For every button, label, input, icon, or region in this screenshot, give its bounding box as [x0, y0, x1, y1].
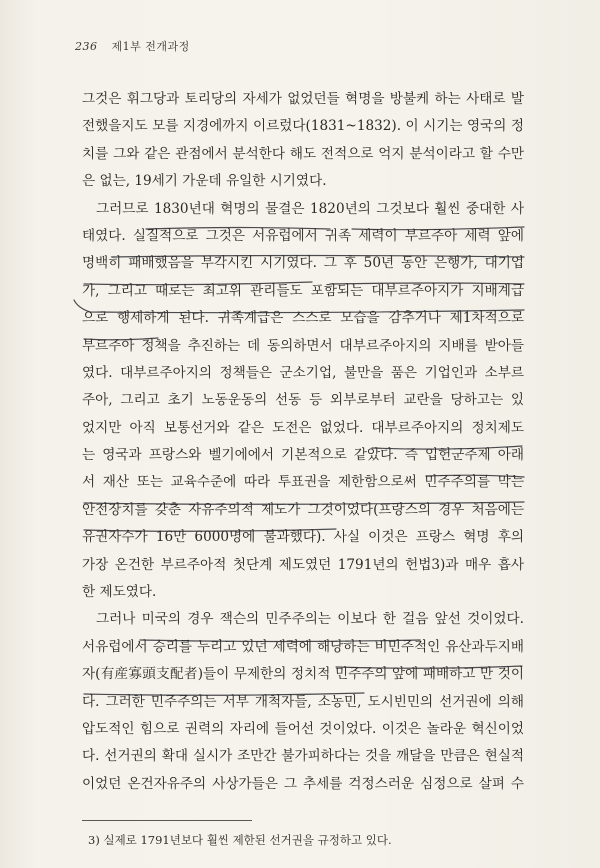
text-line: 그것은 휘그당과 토리당의 자세가 없었던들 혁명을 방불케 하는 사태로 발: [82, 91, 524, 107]
text-line: 그러나 미국의 경우 잭슨의 민주주의는 이보다 한 걸음 앞선 것이었다.: [96, 611, 524, 628]
text-line: 였다. 대부르주아지의 정책들은 군소기업, 불만을 품은 기업인과 소부르: [82, 364, 524, 381]
text-line: 가장 온건한 부르주아적 첫단계 제도였던 1791년의 헌법3)과 매우 흡사: [82, 556, 524, 573]
page-number: 236: [75, 40, 98, 53]
text-line: 주아, 그리고 초기 노동운동의 선동 등 외부로부터 교란을 당하고는 있: [82, 392, 524, 409]
part-title: 제1부 전개과정: [111, 40, 190, 53]
text-line: 치를 그와 같은 관점에서 분석한다 해도 전적으로 억지 분석이라고 할 수만: [82, 145, 524, 162]
text-line: 서 재산 또는 교육수준에 따라 투표권을 제한함으로써 민주주의를 막는: [82, 474, 524, 491]
text-line: 다. 그러한 민주주의는 서부 개척자들, 소농민, 도시빈민의 선거권에 의해: [82, 693, 524, 710]
text-line: 이었던 온건자유주의 사상가들은 그 추세를 걱정스러운 심정으로 살펴 수: [82, 775, 524, 792]
paragraph-3: [82, 606, 524, 798]
text-line: 은 없는, 19세기 가운데 유일한 시기였다.: [82, 173, 327, 190]
paragraph-2: [82, 196, 524, 607]
text-line: 가, 그리고 때로는 최고위 관리들도 포함되는 대부르주아지가 지배계급: [82, 282, 524, 299]
text-line: 안전장치를 갖춘 자유주의적 제도가 그것이었다(프랑스의 경우 처음에는: [82, 501, 524, 518]
text-line: 압도적인 힘으로 권력의 자리에 들어선 것이었다. 이것은 놀라운 혁신이었: [82, 720, 524, 737]
paragraph-1: [82, 86, 524, 196]
text-line: 다. 선거권의 확대 실시가 조만간 불가피하다는 것을 깨달을 만큼은 현실적: [82, 748, 524, 765]
text-line: 자(有産寡頭支配者)들이 무제한의 정치적 민주주의 앞에 패배하고 만 것이: [82, 666, 524, 683]
text-line: 유권자수가 16만 6000명에 불과했다). 사실 이것은 프랑스 혁명 후의: [82, 529, 524, 546]
footnote-divider: [82, 820, 252, 821]
text-line: 었지만 아직 보통선거와 같은 도전은 없었다. 대부르주아지의 정치제도: [82, 419, 524, 436]
text-line: 전했을지도 모를 지경에까지 이르렀다(1831~1832). 이 시기는 영국의 정: [82, 118, 524, 135]
text-line: 한 제도였다.: [82, 584, 157, 601]
text-line: 태였다. 실질적으로 그것은 서유럽에서 귀족 세력이 부르주아 세력 앞에: [82, 227, 524, 244]
running-head: [75, 38, 190, 54]
body-text: [82, 86, 524, 798]
text-line: 그러므로 1830년대 혁명의 물결은 1820년의 그것보다 훨씬 중대한 사: [96, 200, 524, 217]
text-line: 서유럽에서 승리를 누리고 있던 세력에 해당하는 비민주적인 유산과두지배: [82, 638, 524, 655]
footnote: 3) 실제로 1791년보다 훨씬 제한된 선거권을 규정하고 있다.: [88, 833, 392, 847]
text-line: 명백히 패배했음을 부각시킨 시기였다. 그 후 50년 동안 은행가, 대기업: [82, 255, 524, 272]
text-line: 으로 행세하게 된다. 귀족계급은 스스로 모습을 감추거나 제1차적으로: [82, 310, 524, 327]
text-line: 부르주아 정책을 추진하는 데 동의하면서 대부르주아지의 지배를 받아들: [82, 337, 524, 354]
text-line: 는 영국과 프랑스와 벨기에에서 기본적으로 같았다. 즉 입헌군주제 아래: [82, 447, 524, 464]
